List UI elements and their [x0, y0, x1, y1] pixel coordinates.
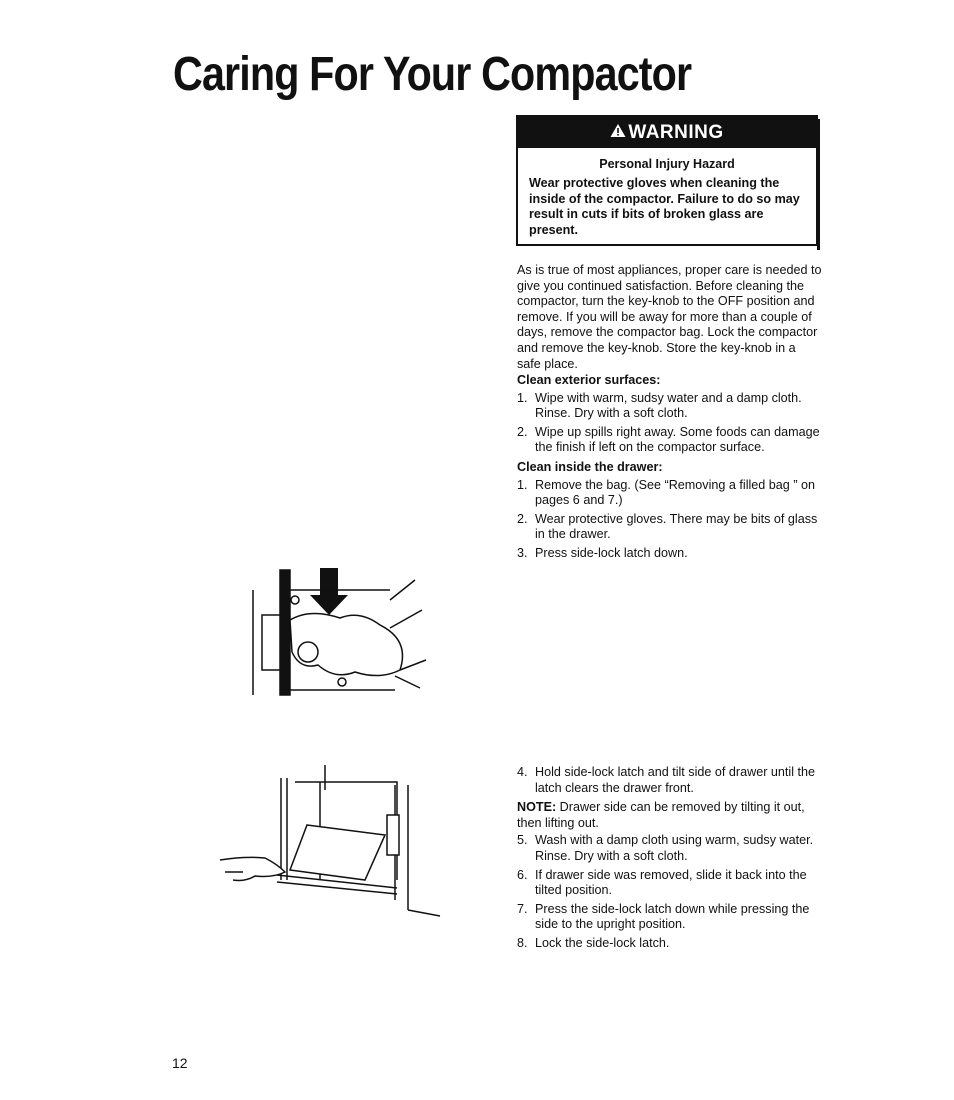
warning-box — [516, 115, 818, 246]
exterior-heading: Clean exterior surfaces: — [517, 373, 661, 387]
inside-step-4 — [517, 765, 822, 796]
instructions-column-upper — [517, 373, 822, 566]
list-item: 5. Wash with a damp cloth using warm, sudsy water. Rinse. Dry with a soft cloth. — [517, 833, 814, 863]
hazard-text: Wear protective gloves when cleaning the inside of the compactor. Failure to do so may result in cuts if bits of broken glass are present. — [529, 176, 800, 237]
note-text: Drawer side can be removed by tilting it out, then lifting out. — [517, 800, 805, 830]
list-item: 2. Wear protective gloves. There may be bits of glass in the drawer. — [517, 511, 818, 542]
latch-press-illustration — [240, 560, 440, 700]
list-item: 2. Wipe up spills right away. Some foods can damage the finish if left on the compactor surface. — [517, 424, 820, 455]
note — [517, 800, 822, 831]
instructions-column-lower — [517, 765, 822, 956]
inside-steps-a — [517, 478, 822, 562]
exterior-steps — [517, 391, 822, 456]
note-label: NOTE: — [517, 800, 557, 815]
warning-heading: WARNING — [628, 121, 724, 143]
drawer-tilt-illustration — [215, 760, 445, 920]
warning-header — [518, 117, 816, 148]
page-title: Caring For Your Compactor — [173, 48, 692, 101]
inside-heading: Clean inside the drawer: — [517, 459, 663, 474]
list-item: 1. Remove the bag. (See “Removing a filled bag ” on pages 6 and 7.) — [517, 477, 816, 508]
list-item: 7. Press the side-lock latch down while pressing the side to the upright position. — [517, 901, 810, 932]
list-item: 8. Lock the side-lock latch. — [517, 935, 670, 950]
hazard-title: Personal Injury Hazard — [599, 157, 735, 171]
list-item: 4. Hold side-lock latch and tilt side of drawer until the latch clears the drawer front. — [517, 765, 816, 795]
warning-triangle-icon — [610, 123, 626, 143]
list-item: 1. Wipe with warm, sudsy water and a damp cloth. Rinse. Dry with a soft cloth. — [517, 390, 802, 421]
inside-steps-b — [517, 833, 822, 951]
list-item: 6. If drawer side was removed, slide it back into the tilted position. — [517, 867, 807, 898]
list-item: 3. Press side-lock latch down. — [517, 545, 688, 560]
intro-paragraph: As is true of most appliances, proper care is needed to give you continued satisfaction. Before cleaning the compactor, turn the key-knob to the OFF position and remove. If you will be away for more than a couple of days, remove the compactor bag. Lock the compactor and remove the key-knob. Store the key-knob in a safe place. — [517, 263, 822, 371]
page-number: 12 — [172, 1055, 188, 1071]
